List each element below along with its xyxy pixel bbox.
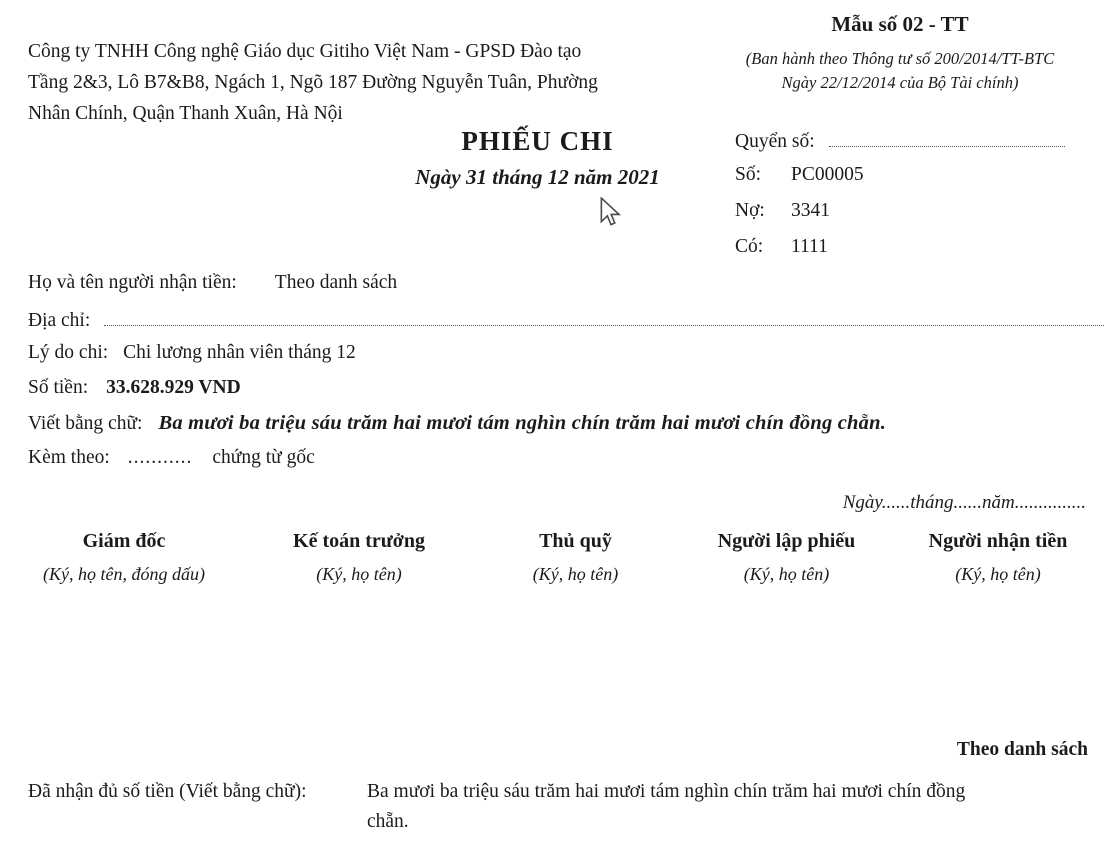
credit-label: Có: [735,236,764,257]
signature-subtitle: (Ký, họ tên) [955,564,1041,584]
document-date: Ngày 31 tháng 12 năm 2021 [415,165,660,189]
signature-subtitle: (Ký, họ tên) [532,564,619,584]
voucher-number-value: PC00005 [791,164,864,185]
signature-subtitle: (Ký, họ tên) [743,564,830,584]
signature-title: Giám đốc [82,530,166,552]
reason-row [28,342,1104,377]
book-number-label: Quyển số: [735,130,815,152]
form-issued-line2: Ngày 22/12/2014 của Bộ Tài chính) [781,73,1019,92]
amount-in-words-value: Ba mươi ba triệu sáu trăm hai mươi tám nghìn chín trăm hai mươi chín đồng chẵn. [158,412,887,434]
received-amount-row [0,777,1104,837]
form-issued-note [700,47,1100,95]
voucher-number-label: Số: [735,164,762,185]
voucher-book-row [735,128,1065,164]
document-title: PHIẾU CHI [461,126,614,156]
signature-subtitle: (Ký, họ tên) [316,564,402,584]
payee-label: Họ và tên người nhận tiền: [28,272,237,293]
company-name-line: Công ty TNHH Công nghệ Giáo dục Gitiho Việt Nam - GPSD Đào tạo [28,41,582,62]
signature-date-line: Ngày......tháng......năm............... [842,492,1086,513]
footer-list-note: Theo danh sách [956,739,1088,760]
signature-title: Người nhận tiền [928,530,1068,552]
debit-account-row [735,200,1065,236]
received-amount-value: Ba mươi ba triệu sáu trăm hai mươi tám nghìn chín trăm hai mươi chín đồng chẵn. [367,781,966,832]
debit-value: 3341 [791,200,830,221]
form-reference-block [700,12,1100,95]
signature-col-chief-accountant [248,524,470,591]
voucher-info-block [735,128,1065,272]
reason-value: Chi lương nhân viên tháng 12 [123,342,356,363]
signature-col-preparer [681,524,892,591]
signature-columns [0,524,1104,591]
amount-row [28,377,1104,412]
attached-documents-row [28,447,1104,482]
amount-label: Số tiền: [28,377,89,398]
signature-title: Kế toán trưởng [293,530,425,552]
signature-title: Thủ quỹ [539,530,612,552]
credit-value: 1111 [791,236,828,257]
amount-in-words-label: Viết bằng chữ: [28,413,143,434]
mouse-cursor-icon [598,197,624,227]
credit-account-row [735,236,1065,272]
signature-blank-space [0,591,1104,739]
attached-label: Kèm theo: [28,447,110,468]
signature-subtitle: (Ký, họ tên, đóng dấu) [43,564,205,584]
document-header [0,0,1104,272]
signature-col-payee [892,524,1104,591]
voucher-number-row [735,164,1065,200]
attached-blank-dots: ........... [127,447,193,468]
amount-in-words-row [28,412,1104,447]
payee-value: Theo danh sách [274,272,398,293]
payee-row [28,272,1104,307]
signature-col-director [0,524,248,591]
book-number-blank-line [829,128,1065,147]
address-blank-line [104,307,1104,326]
company-info [28,36,683,129]
voucher-fields [0,272,1104,482]
attached-value: chứng từ gốc [212,447,315,468]
form-number-title: Mẫu số 02 - TT [831,12,969,36]
address-label: Địa chỉ: [28,309,91,331]
received-amount-label: Đã nhận đủ số tiền (Viết bằng chữ): [28,781,307,802]
amount-value: 33.628.929 VND [106,377,241,398]
company-address-line1: Tầng 2&3, Lô B7&B8, Ngách 1, Ngõ 187 Đường Nguyễn Tuân, Phường [28,72,598,93]
signature-col-cashier [470,524,681,591]
reason-label: Lý do chi: [28,342,109,363]
address-row [28,307,1104,342]
company-address-line2: Nhân Chính, Quận Thanh Xuân, Hà Nội [28,103,343,124]
signature-title: Người lập phiếu [717,530,856,552]
debit-label: Nợ: [735,200,765,221]
form-issued-line1: (Ban hành theo Thông tư số 200/2014/TT-BTC [745,49,1055,68]
